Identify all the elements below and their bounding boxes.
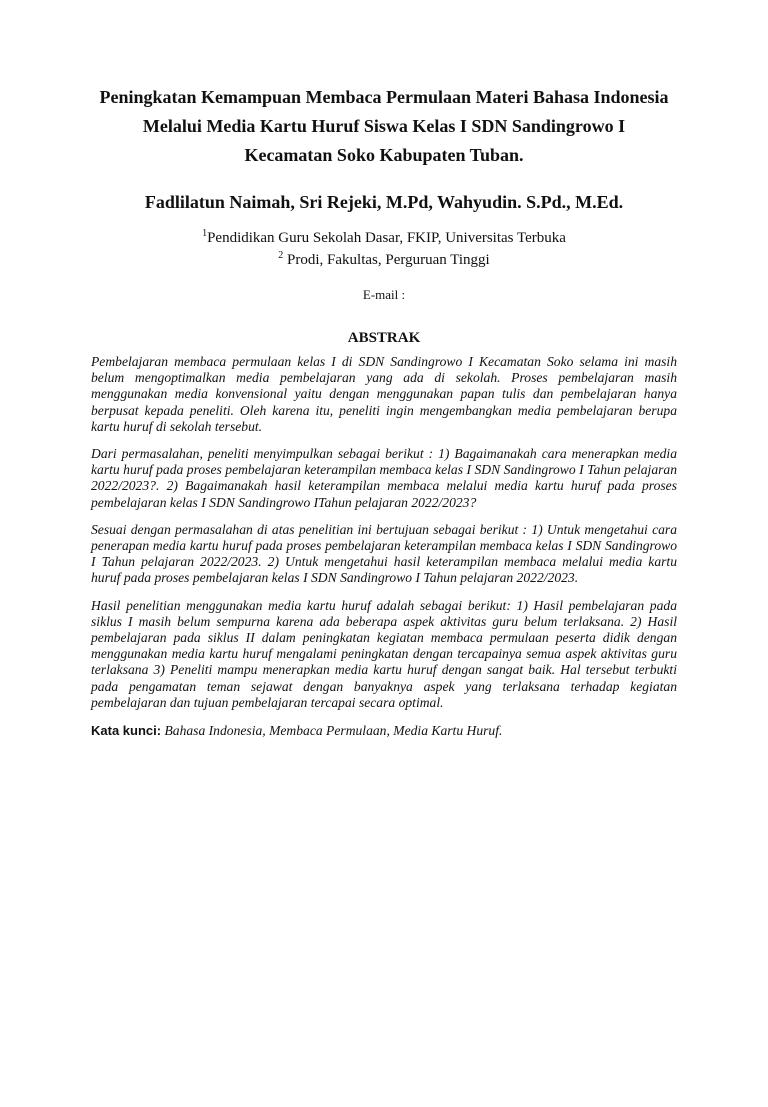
paper-page bbox=[0, 83, 768, 1107]
keywords-value: Bahasa Indonesia, Membaca Permulaan, Media Kartu Huruf. bbox=[161, 723, 503, 739]
affiliation-text-2: Prodi, Fakultas, Perguruan Tinggi bbox=[283, 252, 490, 268]
affiliation-1 bbox=[91, 225, 677, 247]
affiliation-marker-2: 2 bbox=[278, 250, 284, 261]
title-line-3: Kecamatan Soko Kabupaten Tuban. bbox=[244, 145, 524, 165]
paper-title bbox=[91, 83, 677, 170]
affiliation-2 bbox=[91, 247, 677, 269]
affiliation-marker-1: 1 bbox=[202, 228, 208, 239]
affiliations bbox=[91, 225, 677, 269]
abstract-heading: ABSTRAK bbox=[347, 330, 421, 346]
keywords-label: Kata kunci: bbox=[91, 723, 162, 739]
email-line: E-mail : bbox=[362, 287, 406, 302]
abstract-paragraph-2: Dari permasalahan, peneliti menyimpulkan sebagai berikut : 1) Bagaimanakah cara menerapkan media kartu huruf pada proses pembelajaran keterampilan membaca kelas I SDN Sandingrowo I Tahun pelajaran 2022/2023?. 2) Bagaimanakah hasil keterampilan membaca melalui media kartu huruf pada proses pembelajaran kelas I SDN Sandingrowo ITahun pelajaran 2022/2023? bbox=[91, 446, 677, 510]
title-line-1: Peningkatan Kemampuan Membaca Permulaan Materi Bahasa Indonesia bbox=[99, 87, 669, 107]
abstract-body bbox=[91, 354, 677, 711]
author-list: Fadlilatun Naimah, Sri Rejeki, M.Pd, Wahyudin. S.Pd., M.Ed. bbox=[144, 192, 624, 212]
abstract-paragraph-4: Hasil penelitian menggunakan media kartu huruf adalah sebagai berikut: 1) Hasil pembelajaran pada siklus I masih belum sempurna karena ada beberapa aspek aktivitas guru belum terlaksana. 2) Hasil pembelajaran pada siklus II dalam peningkatan kegiatan membaca permulaan peserta didik dengan menggunakan media kartu huruf mengalami peningkatan dengan tercapainya semua aspek aktivitas guru terlaksana 3) Peneliti mampu menerapkan media kartu huruf dengan sangat baik. Hal tersebut terbukti pada pengamatan teman sejawat dengan banyaknya aspek yang terlaksana terhadap kegiatan pembelajaran dan tujuan pembelajaran tercapai secara optimal. bbox=[91, 597, 677, 710]
abstract-paragraph-3: Sesuai dengan permasalahan di atas penelitian ini bertujuan sebagai berikut : 1) Untuk mengetahui cara penerapan media kartu huruf pada proses pembelajaran keterampilan membaca kelas I SDN Sandingrowo I Tahun pelajaran 2022/2023. 2) Untuk mengetahui hasil keterampilan membaca melalui media kartu huruf pada proses pembelajaran kelas I SDN Sandingrowo I Tahun pelajaran 2022/2023. bbox=[91, 521, 677, 586]
affiliation-text-1: Pendidikan Guru Sekolah Dasar, FKIP, Universitas Terbuka bbox=[207, 230, 566, 246]
keywords-line bbox=[91, 723, 677, 739]
abstract-paragraph-1: Pembelajaran membaca permulaan kelas I di SDN Sandingrowo I Kecamatan Soko selama ini masih belum mengoptimalkan media pembelajaran yang ada di sekolah. Proses pembelajaran masih menggunakan media konvensional yaitu dengan menggunakan papan tulis dan pembelajaran hanya berpusat kepada peneliti. Oleh karena itu, peneliti ingin mengembangkan media pembelajaran berupa kartu huruf di sekolah tersebut. bbox=[91, 354, 677, 434]
title-line-2: Melalui Media Kartu Huruf Siswa Kelas I SDN Sandingrowo I bbox=[142, 116, 626, 136]
